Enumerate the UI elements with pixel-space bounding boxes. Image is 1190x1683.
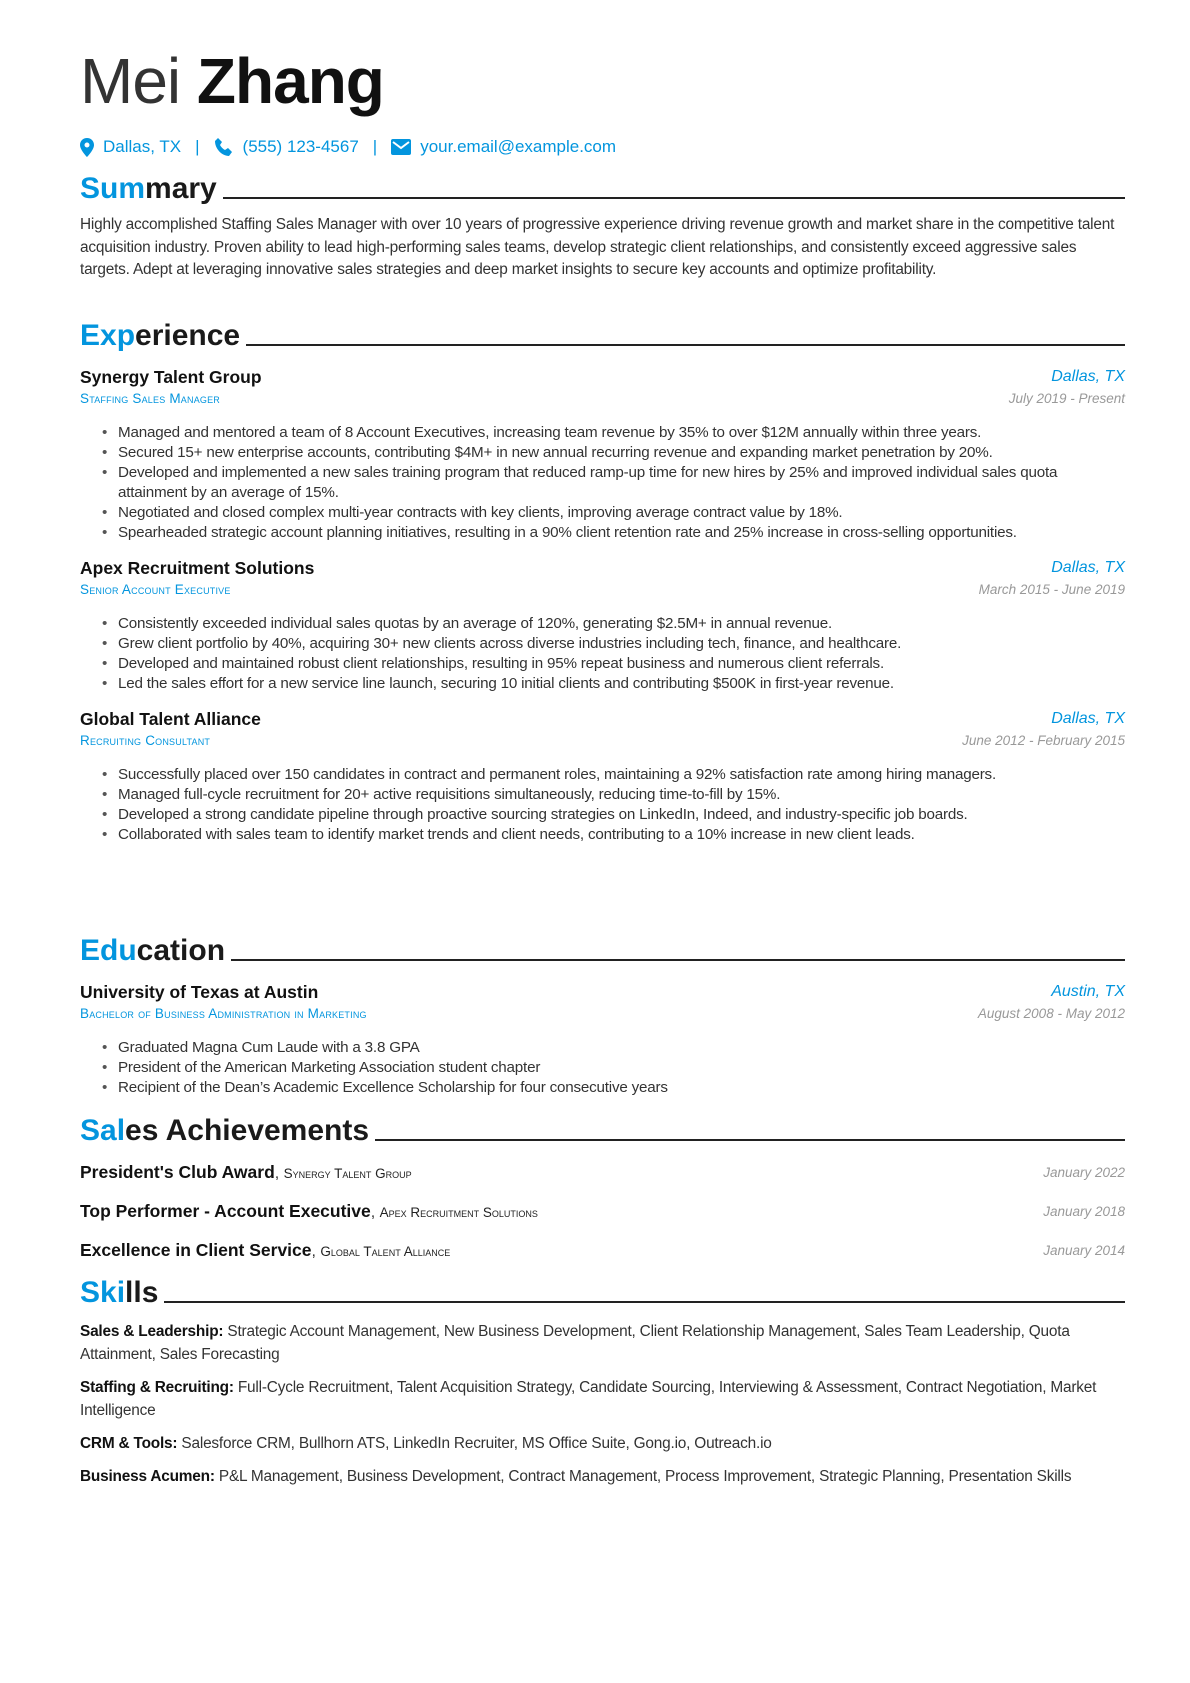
phone-icon xyxy=(214,137,234,157)
bullet-list xyxy=(80,423,1125,543)
bullet-item: • Grew client portfolio by 40%, acquiring 30+ new clients across diverse industries including tech, finance, and healthcare. xyxy=(102,634,1125,654)
contact-info xyxy=(80,135,1125,159)
entry-location: Dallas, TX xyxy=(1051,368,1125,385)
comma: , xyxy=(370,1204,380,1221)
heading-rule xyxy=(164,1301,1125,1303)
heading-rest: lls xyxy=(125,1276,159,1309)
section-heading xyxy=(80,171,1125,207)
skill-values: Salesforce CRM, Bullhorn ATS, LinkedIn Recruiter, MS Office Suite, Gong.io, Outreach.io xyxy=(181,1435,772,1452)
bullet-item: • Successfully placed over 150 candidates in contract and permanent roles, maintaining a 92% satisfaction rate among hiring managers. xyxy=(102,765,1125,785)
skill-category: Staffing & Recruiting: xyxy=(80,1379,234,1396)
bullet-item: • Developed a strong candidate pipeline through proactive sourcing strategies on LinkedIn, Indeed, and industry-specific job boards. xyxy=(102,805,1125,825)
achievement-text xyxy=(80,1162,412,1183)
summary-section xyxy=(80,171,1125,282)
entry-date: March 2015 - June 2019 xyxy=(978,582,1125,597)
organization: Synergy Talent Group xyxy=(80,367,262,387)
role-title: Bachelor of Business Administration in Marketing xyxy=(80,1006,367,1021)
bullet-item: • Led the sales effort for a new service line launch, securing 10 initial clients and contributing $500K in first-year revenue. xyxy=(102,674,1125,694)
skill-item xyxy=(80,1432,1125,1455)
entry xyxy=(80,980,1125,1098)
heading-accent: Exp xyxy=(80,319,136,352)
entry-header-row xyxy=(80,365,1125,389)
skill-category: Business Acumen: xyxy=(80,1468,215,1485)
entry-date: June 2012 - February 2015 xyxy=(962,733,1125,748)
entry-header-row xyxy=(80,556,1125,580)
achievement-date: January 2014 xyxy=(1043,1242,1125,1258)
bullet-item: • Graduated Magna Cum Laude with a 3.8 GPA xyxy=(102,1038,1125,1058)
entry-header-row xyxy=(80,707,1125,731)
entry-subheader-row xyxy=(80,731,1125,751)
achievements-list xyxy=(80,1153,1125,1270)
skill-item xyxy=(80,1465,1125,1488)
heading-rest: mary xyxy=(145,172,217,205)
summary-text: Highly accomplished Staffing Sales Manager with over 10 years of progressive experience driving revenue growth and market share in the competitive talent acquisition industry. Proven ability to lead high-performing sales teams, develop strategic client relationships, and consistently exceed aggressive sales targets. Adept at leveraging innovative sales strategies and deep market insights to secure key accounts and optimize profitability. xyxy=(80,216,1115,279)
achievement-text xyxy=(80,1240,450,1261)
achievement-text xyxy=(80,1201,538,1222)
comma: , xyxy=(311,1243,321,1260)
achievement-org: Synergy Talent Group xyxy=(283,1166,412,1181)
candidate-name xyxy=(80,41,1125,121)
achievement-org: Global Talent Alliance xyxy=(320,1244,451,1259)
achievement-title: Top Performer - Account Executive xyxy=(80,1201,371,1221)
achievements-section xyxy=(80,1113,1125,1270)
skill-item xyxy=(80,1376,1125,1422)
email-link[interactable]: your.email@example.com xyxy=(420,137,617,156)
separator: | xyxy=(195,137,200,156)
bullet-list xyxy=(80,1038,1125,1098)
bullet-item: • Spearheaded strategic account planning initiatives, resulting in a 90% client retention rate and 25% increase in cross-selling opportunities. xyxy=(102,523,1125,543)
bullet-list xyxy=(80,765,1125,845)
heading-accent: Sum xyxy=(80,172,146,205)
bullet-item: • Recipient of the Dean’s Academic Excellence Scholarship for four consecutive years xyxy=(102,1078,1125,1098)
achievement-item xyxy=(80,1231,1125,1270)
entry-location: Austin, TX xyxy=(1051,983,1125,1000)
bullet-item: • President of the American Marketing Association student chapter xyxy=(102,1058,1125,1078)
bullet-item: • Managed and mentored a team of 8 Account Executives, increasing team revenue by 35% to over $12M annually within three years. xyxy=(102,423,1125,443)
role-title: Staffing Sales Manager xyxy=(80,391,221,406)
bullet-item: • Managed full-cycle recruitment for 20+ active requisitions simultaneously, reducing time-to-fill by 15%. xyxy=(102,785,1125,805)
section-heading xyxy=(80,1113,1125,1149)
entry xyxy=(80,707,1125,845)
heading-rest: erience xyxy=(135,319,241,352)
heading-accent: Edu xyxy=(80,934,137,967)
skill-values: Strategic Account Management, New Business Development, Client Relationship Management, Sales Team Leadership, Quota Attainment, Sales Forecasting xyxy=(80,1323,1070,1363)
achievement-title: Excellence in Client Service xyxy=(80,1240,312,1260)
heading-rule xyxy=(231,959,1125,961)
phone[interactable]: (555) 123-4567 xyxy=(242,137,359,156)
entry-date: July 2019 - Present xyxy=(1008,391,1125,406)
skills-section xyxy=(80,1275,1125,1498)
entry-subheader-row xyxy=(80,1004,1125,1024)
experience-list xyxy=(80,365,1125,845)
organization: University of Texas at Austin xyxy=(80,982,319,1002)
entry xyxy=(80,365,1125,543)
entry-location: Dallas, TX xyxy=(1051,559,1125,576)
section-heading xyxy=(80,1275,1125,1311)
bullet-list xyxy=(80,614,1125,694)
heading-rule xyxy=(223,197,1125,199)
last-name: Zhang xyxy=(196,45,384,117)
bullet-item: • Consistently exceeded individual sales quotas by an average of 120%, generating $2.5M+ in annual revenue. xyxy=(102,614,1125,634)
skill-values: P&L Management, Business Development, Contract Management, Process Improvement, Strategic Planning, Presentation Skills xyxy=(218,1468,1072,1485)
entry-location: Dallas, TX xyxy=(1051,710,1125,727)
entry-date: August 2008 - May 2012 xyxy=(977,1006,1125,1021)
entry-subheader-row xyxy=(80,580,1125,600)
skill-values: Full-Cycle Recruitment, Talent Acquisition Strategy, Candidate Sourcing, Interviewing & Assessment, Contract Negotiation, Market Intelligence xyxy=(80,1379,1097,1419)
entry-subheader-row xyxy=(80,389,1125,409)
achievement-org: Apex Recruitment Solutions xyxy=(379,1205,538,1220)
experience-section xyxy=(80,318,1125,858)
comma: , xyxy=(274,1165,284,1182)
achievement-item xyxy=(80,1153,1125,1192)
heading-accent: Ski xyxy=(80,1276,126,1309)
role-title: Senior Account Executive xyxy=(80,582,231,597)
entry xyxy=(80,556,1125,694)
heading-rule xyxy=(375,1139,1125,1141)
section-heading xyxy=(80,933,1125,969)
heading-rule xyxy=(246,344,1125,346)
achievement-title: President's Club Award xyxy=(80,1162,275,1182)
achievement-date: January 2018 xyxy=(1043,1203,1125,1219)
achievement-item xyxy=(80,1192,1125,1231)
bullet-item: • Developed and maintained robust client relationships, resulting in 95% repeat business and numerous client referrals. xyxy=(102,654,1125,674)
education-section xyxy=(80,933,1125,1111)
heading-rest: es Achievements xyxy=(125,1114,370,1147)
location: Dallas, TX xyxy=(103,137,182,156)
skill-category: Sales & Leadership: xyxy=(80,1323,224,1340)
bullet-item: • Collaborated with sales team to identify market trends and client needs, contributing to a 10% increase in new client leads. xyxy=(102,825,1125,845)
bullet-item: • Secured 15+ new enterprise accounts, contributing $4M+ in new annual recurring revenue and expanding market penetration by 20%. xyxy=(102,443,1125,463)
envelope-icon xyxy=(391,139,411,155)
heading-accent: Sal xyxy=(80,1114,126,1147)
bullet-item: • Negotiated and closed complex multi-year contracts with key clients, improving average contract value by 18%. xyxy=(102,503,1125,523)
bullet-item: • Developed and implemented a new sales training program that reduced ramp-up time for new hires by 25% and improved individual sales quota attainment by an average of 15%. xyxy=(102,463,1125,503)
education-list xyxy=(80,980,1125,1098)
first-name: Mei xyxy=(80,45,181,117)
separator: | xyxy=(372,137,378,156)
heading-rest: cation xyxy=(136,934,226,967)
organization: Apex Recruitment Solutions xyxy=(80,558,315,578)
role-title: Recruiting Consultant xyxy=(80,733,211,748)
achievement-date: January 2022 xyxy=(1043,1164,1125,1180)
map-marker-icon xyxy=(80,138,94,157)
skill-item xyxy=(80,1320,1125,1366)
section-heading xyxy=(80,318,1125,354)
skill-category: CRM & Tools: xyxy=(80,1435,178,1452)
entry-header-row xyxy=(80,980,1125,1004)
skills-list xyxy=(80,1320,1125,1488)
organization: Global Talent Alliance xyxy=(80,709,261,729)
